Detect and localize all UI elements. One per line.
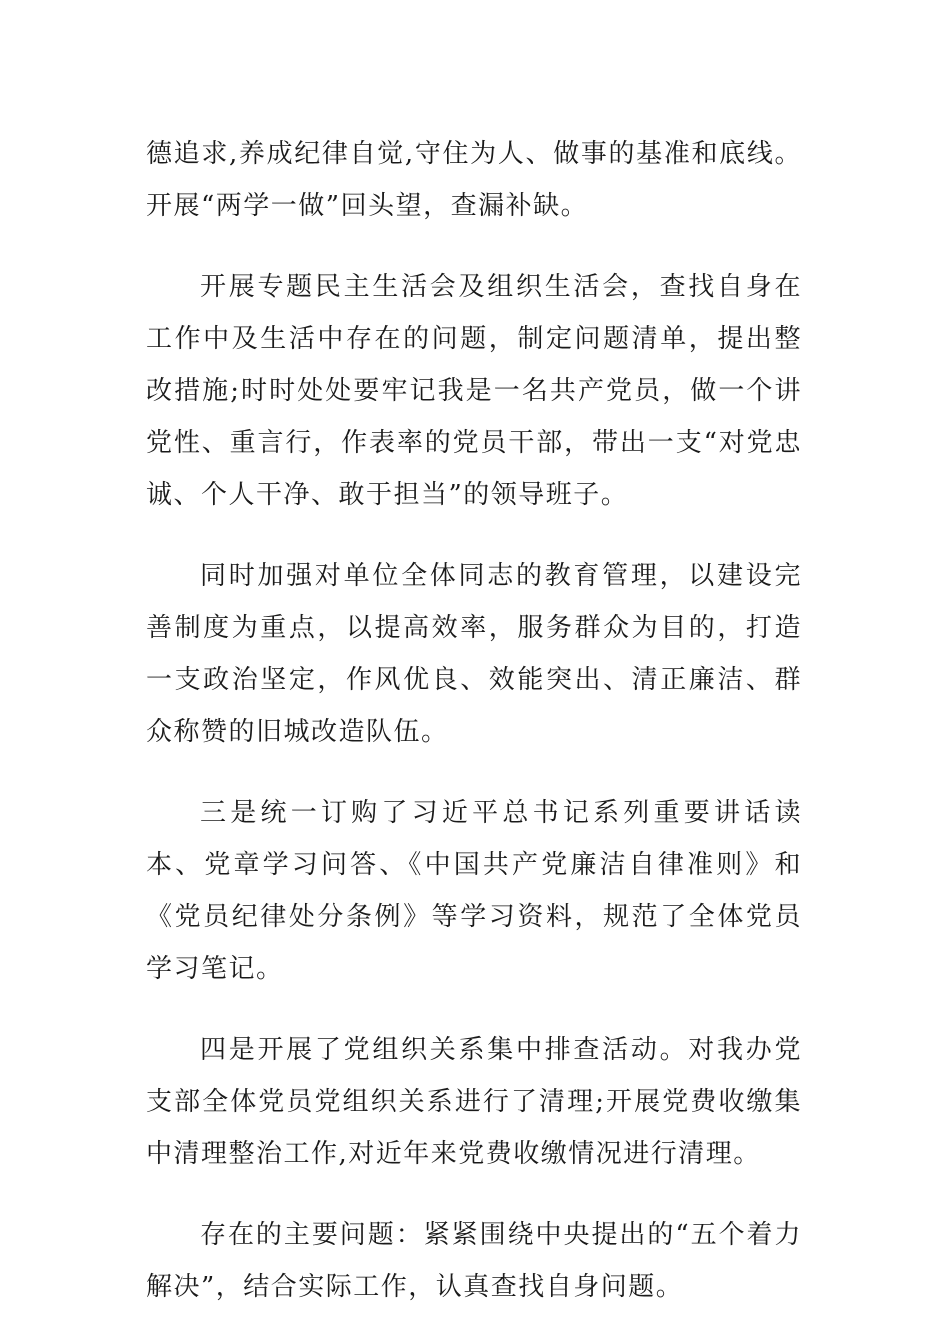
paragraph-study-materials: 三是统一订购了习近平总书记系列重要讲话读本、党章学习问答、《中国共产党廉洁自律准则》和《党员纪律处分条例》等学习资料，规范了全体党员学习笔记。 <box>146 798 802 984</box>
paragraph-continuation: 德追求,养成纪律自觉,守住为人、做事的基准和底线。开展“两学一做”回头望，查漏补缺。 <box>146 139 802 221</box>
paragraph-staff-education: 同时加强对单位全体同志的教育管理，以建设完善制度为重点，以提高效率，服务群众为目的，打造一支政治坚定，作风优良、效能突出、清正廉洁、群众称赞的旧城改造队伍。 <box>146 561 802 747</box>
paragraph-main-problems: 存在的主要问题：紧紧围绕中央提出的“五个着力解决”，结合实际工作，认真查找自身问题。 <box>146 1220 802 1302</box>
paragraph-party-organization-check: 四是开展了党组织关系集中排查活动。对我办党支部全体党员党组织关系进行了清理;开展党费收缴集中清理整治工作,对近年来党费收缴情况进行清理。 <box>146 1035 802 1169</box>
paragraph-democratic-life-meeting: 开展专题民主生活会及组织生活会，查找自身在工作中及生活中存在的问题，制定问题清单，提出整改措施;时时处处要牢记我是一名共产党员，做一个讲党性、重言行，作表率的党员干部，带出一支“对党忠诚、个人干净、敢于担当”的领导班子。 <box>146 272 802 510</box>
document-body <box>146 128 802 1313</box>
